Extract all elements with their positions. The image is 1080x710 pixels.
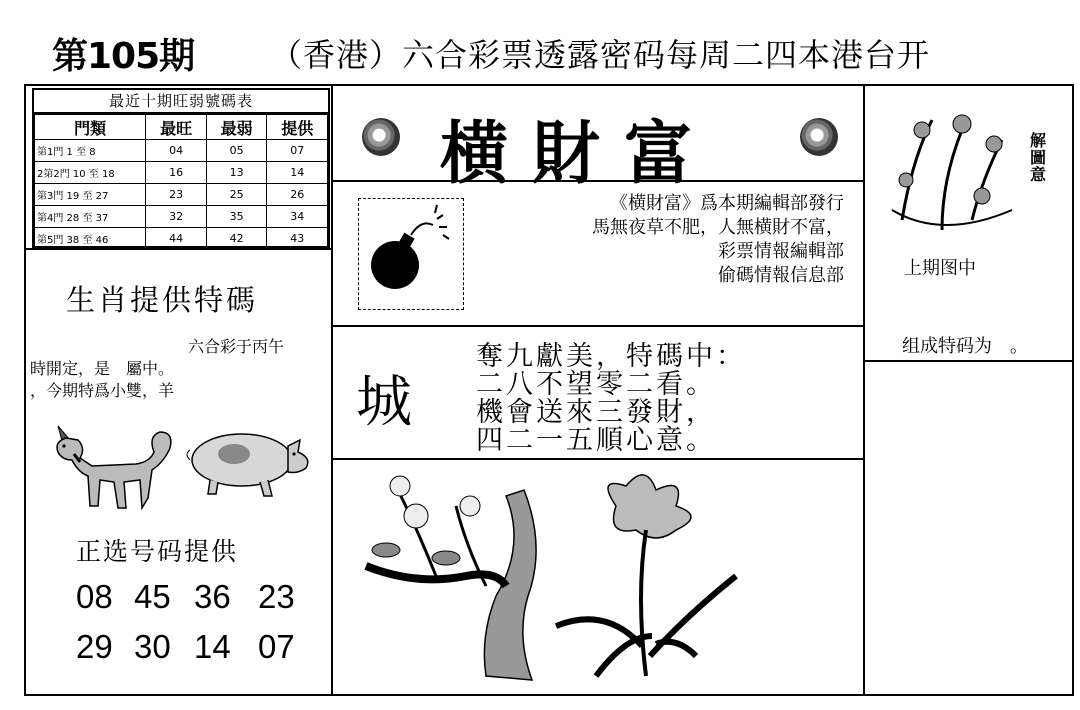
previous-issue-label: 上期图中 xyxy=(904,258,976,279)
table-cell: 04 xyxy=(146,140,207,162)
column-header: 提供 xyxy=(267,115,328,140)
zodiac-title: 生肖提供特碼 xyxy=(66,283,259,317)
table-row xyxy=(35,162,328,184)
zodiac-line: 六合彩于丙午 xyxy=(188,337,285,356)
pick-number: 29 xyxy=(76,628,113,665)
poem-line: 二八不望零二看。 xyxy=(476,369,716,400)
table-cell: 07 xyxy=(267,140,328,162)
divider xyxy=(331,458,865,460)
table-cell: 25 xyxy=(206,184,267,206)
poem-line: 四二一五順心意。 xyxy=(476,425,716,456)
puzzle-illustration xyxy=(882,100,1022,250)
zodiac-line: 時開定，是 屬中。 xyxy=(30,359,175,378)
bomb-icon xyxy=(359,199,463,309)
coin-icon xyxy=(800,118,838,156)
flower-illustration xyxy=(356,466,856,688)
table-cell: 16 xyxy=(146,162,207,184)
table-row xyxy=(35,140,328,162)
table-row xyxy=(35,206,328,228)
column-header: 最弱 xyxy=(206,115,267,140)
table-cell: 43 xyxy=(267,228,328,250)
table-header-row xyxy=(35,115,328,140)
pick-number: 07 xyxy=(258,628,295,665)
pick-number: 36 xyxy=(194,578,231,615)
riddle-label: 解圖意 xyxy=(1030,131,1047,184)
intro-line: 馬無夜草不肥，人無横財不富， xyxy=(592,217,844,238)
poem-line: 機會送來三發財， xyxy=(476,397,716,428)
pick-number: 30 xyxy=(134,628,171,665)
stats-table-title: 最近十期旺弱號碼表 xyxy=(34,90,328,114)
table-cell: 第5門 38 至 46 xyxy=(35,228,146,250)
table-cell: 13 xyxy=(206,162,267,184)
combination-label: 组成特码为 。 xyxy=(902,336,1028,357)
table-cell: 05 xyxy=(206,140,267,162)
column-header: 最旺 xyxy=(146,115,207,140)
table-cell: 23 xyxy=(146,184,207,206)
pick-number: 08 xyxy=(76,578,113,615)
intro-line: 《横財富》爲本期編輯部發行 xyxy=(610,193,844,214)
issue-number: 第105期 xyxy=(52,36,195,77)
column-header: 門類 xyxy=(35,115,146,140)
zodiac-line: ，今期特爲小雙，羊 xyxy=(30,381,175,400)
table-row xyxy=(35,184,328,206)
table-cell: 32 xyxy=(146,206,207,228)
intro-line: 彩票情報編輯部 xyxy=(718,241,844,262)
table-cell: 14 xyxy=(267,162,328,184)
pick-number: 23 xyxy=(258,578,295,615)
dog-illustration xyxy=(44,418,176,514)
pick-number: 14 xyxy=(194,628,231,665)
poem-line: 奪九獻美，特碼中： xyxy=(476,341,746,372)
table-cell: 26 xyxy=(267,184,328,206)
table-cell: 34 xyxy=(267,206,328,228)
stats-table xyxy=(32,88,330,248)
bomb-box xyxy=(358,198,464,310)
table-cell: 2第2門 10 至 18 xyxy=(35,162,146,184)
intro-line: 偷碼情報信息部 xyxy=(718,265,844,286)
divider xyxy=(863,360,1074,362)
divider xyxy=(331,325,865,327)
city-character: 城 xyxy=(356,370,412,435)
table-cell: 44 xyxy=(146,228,207,250)
divider xyxy=(863,84,865,696)
table-row xyxy=(35,228,328,250)
coin-icon xyxy=(362,118,400,156)
intro-text xyxy=(592,192,844,288)
divider xyxy=(331,84,333,696)
pick-number: 45 xyxy=(134,578,171,615)
poem xyxy=(476,343,746,455)
table-cell: 42 xyxy=(206,228,267,250)
table-cell: 第1門 1 至 8 xyxy=(35,140,146,162)
picks-title: 正选号码提供 xyxy=(76,537,239,566)
stats-grid xyxy=(34,114,328,250)
headline: （香港）六合彩票透露密码每周二四本港台开 xyxy=(270,36,931,74)
table-cell: 35 xyxy=(206,206,267,228)
banner-title: 横財富 xyxy=(440,114,717,194)
table-cell: 第3門 19 至 27 xyxy=(35,184,146,206)
pig-illustration xyxy=(180,424,316,498)
table-cell: 第4門 28 至 37 xyxy=(35,206,146,228)
